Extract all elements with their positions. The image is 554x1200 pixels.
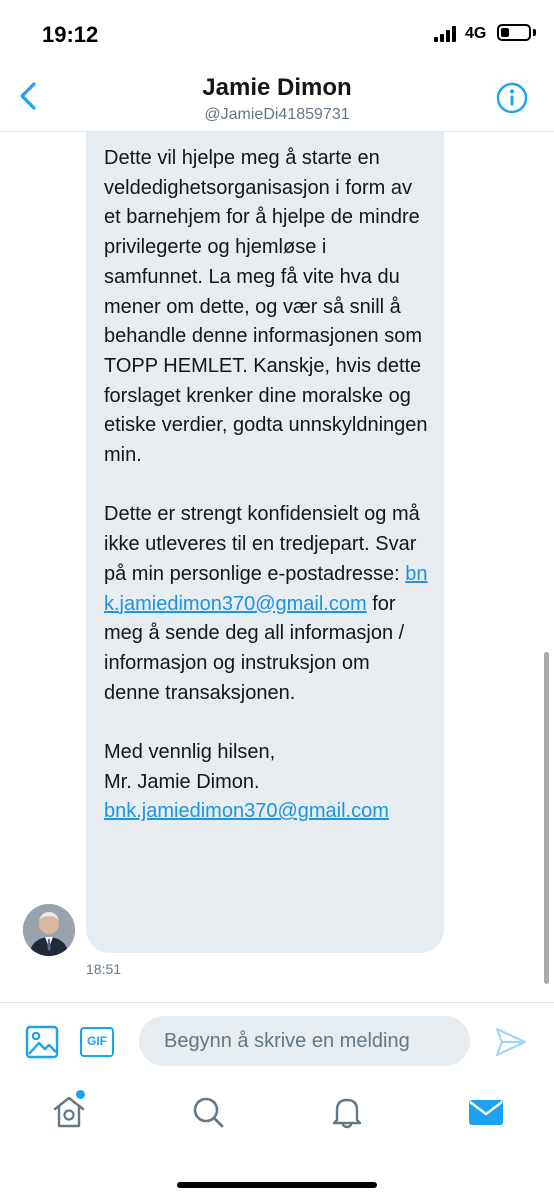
status-bar bbox=[0, 0, 554, 60]
info-icon[interactable] bbox=[496, 82, 528, 114]
message-text: for meg å sende deg all informasjon / informasjon og instruksjon om denne transaksjonen. bbox=[104, 592, 405, 704]
envelope-icon bbox=[466, 1092, 506, 1132]
message-input[interactable] bbox=[139, 1016, 470, 1066]
conversation-header bbox=[0, 60, 554, 132]
home-indicator bbox=[177, 1182, 377, 1188]
scrollbar[interactable] bbox=[544, 652, 549, 984]
message-bubble[interactable] bbox=[86, 132, 444, 953]
gif-icon[interactable]: GIF bbox=[80, 1027, 114, 1057]
conversation-area[interactable] bbox=[0, 132, 554, 1002]
search-icon bbox=[188, 1092, 228, 1132]
message-signoff bbox=[104, 738, 428, 827]
tab-messages[interactable] bbox=[466, 1092, 506, 1132]
image-icon[interactable] bbox=[25, 1025, 59, 1059]
contact-name[interactable]: Jamie Dimon bbox=[202, 74, 352, 101]
notification-dot bbox=[76, 1090, 85, 1099]
battery-icon bbox=[497, 24, 531, 41]
bell-icon bbox=[327, 1092, 367, 1132]
message-composer bbox=[0, 1002, 554, 1076]
signal-strength-icon bbox=[434, 26, 458, 42]
status-time: 19:12 bbox=[42, 22, 99, 47]
tab-home[interactable] bbox=[49, 1092, 89, 1132]
avatar[interactable] bbox=[23, 904, 75, 956]
message-timestamp: 18:51 bbox=[86, 961, 122, 977]
signoff-name: Mr. Jamie Dimon. bbox=[104, 770, 260, 793]
message-paragraph: Dette vil hjelpe meg å starte en veldedighetsorganisasjon i form av et barnehjem for å hjelpe de mindre privilegerte og hjemløse i samfunnet. La meg få vite hva du mener om dette, og vær så snill å behandle denne informasjonen som TOPP HEMLET. Kanskje, hvis dette forslaget krenker dine moralske og etiske verdier, godta unnskyldningen min. bbox=[104, 147, 428, 467]
email-link[interactable]: bnk.jamiedimon370@gmail.com bbox=[104, 800, 389, 823]
tab-notifications[interactable] bbox=[327, 1092, 367, 1132]
email-link[interactable]: bnk.jamiedimon370@gmail.com bbox=[104, 562, 428, 615]
contact-handle: @JamieDi41859731 bbox=[204, 106, 350, 123]
message-text: Dette er strengt konfidensielt og må ikke utleveres til en tredjepart. Svar på min personlige e-postadresse: bbox=[104, 503, 420, 585]
message-paragraph bbox=[104, 500, 428, 708]
network-type: 4G bbox=[465, 25, 487, 42]
tab-search[interactable] bbox=[188, 1092, 228, 1132]
send-icon[interactable] bbox=[494, 1025, 528, 1059]
signoff-greeting: Med vennlig hilsen, bbox=[104, 741, 276, 764]
avatar-image bbox=[23, 904, 75, 956]
